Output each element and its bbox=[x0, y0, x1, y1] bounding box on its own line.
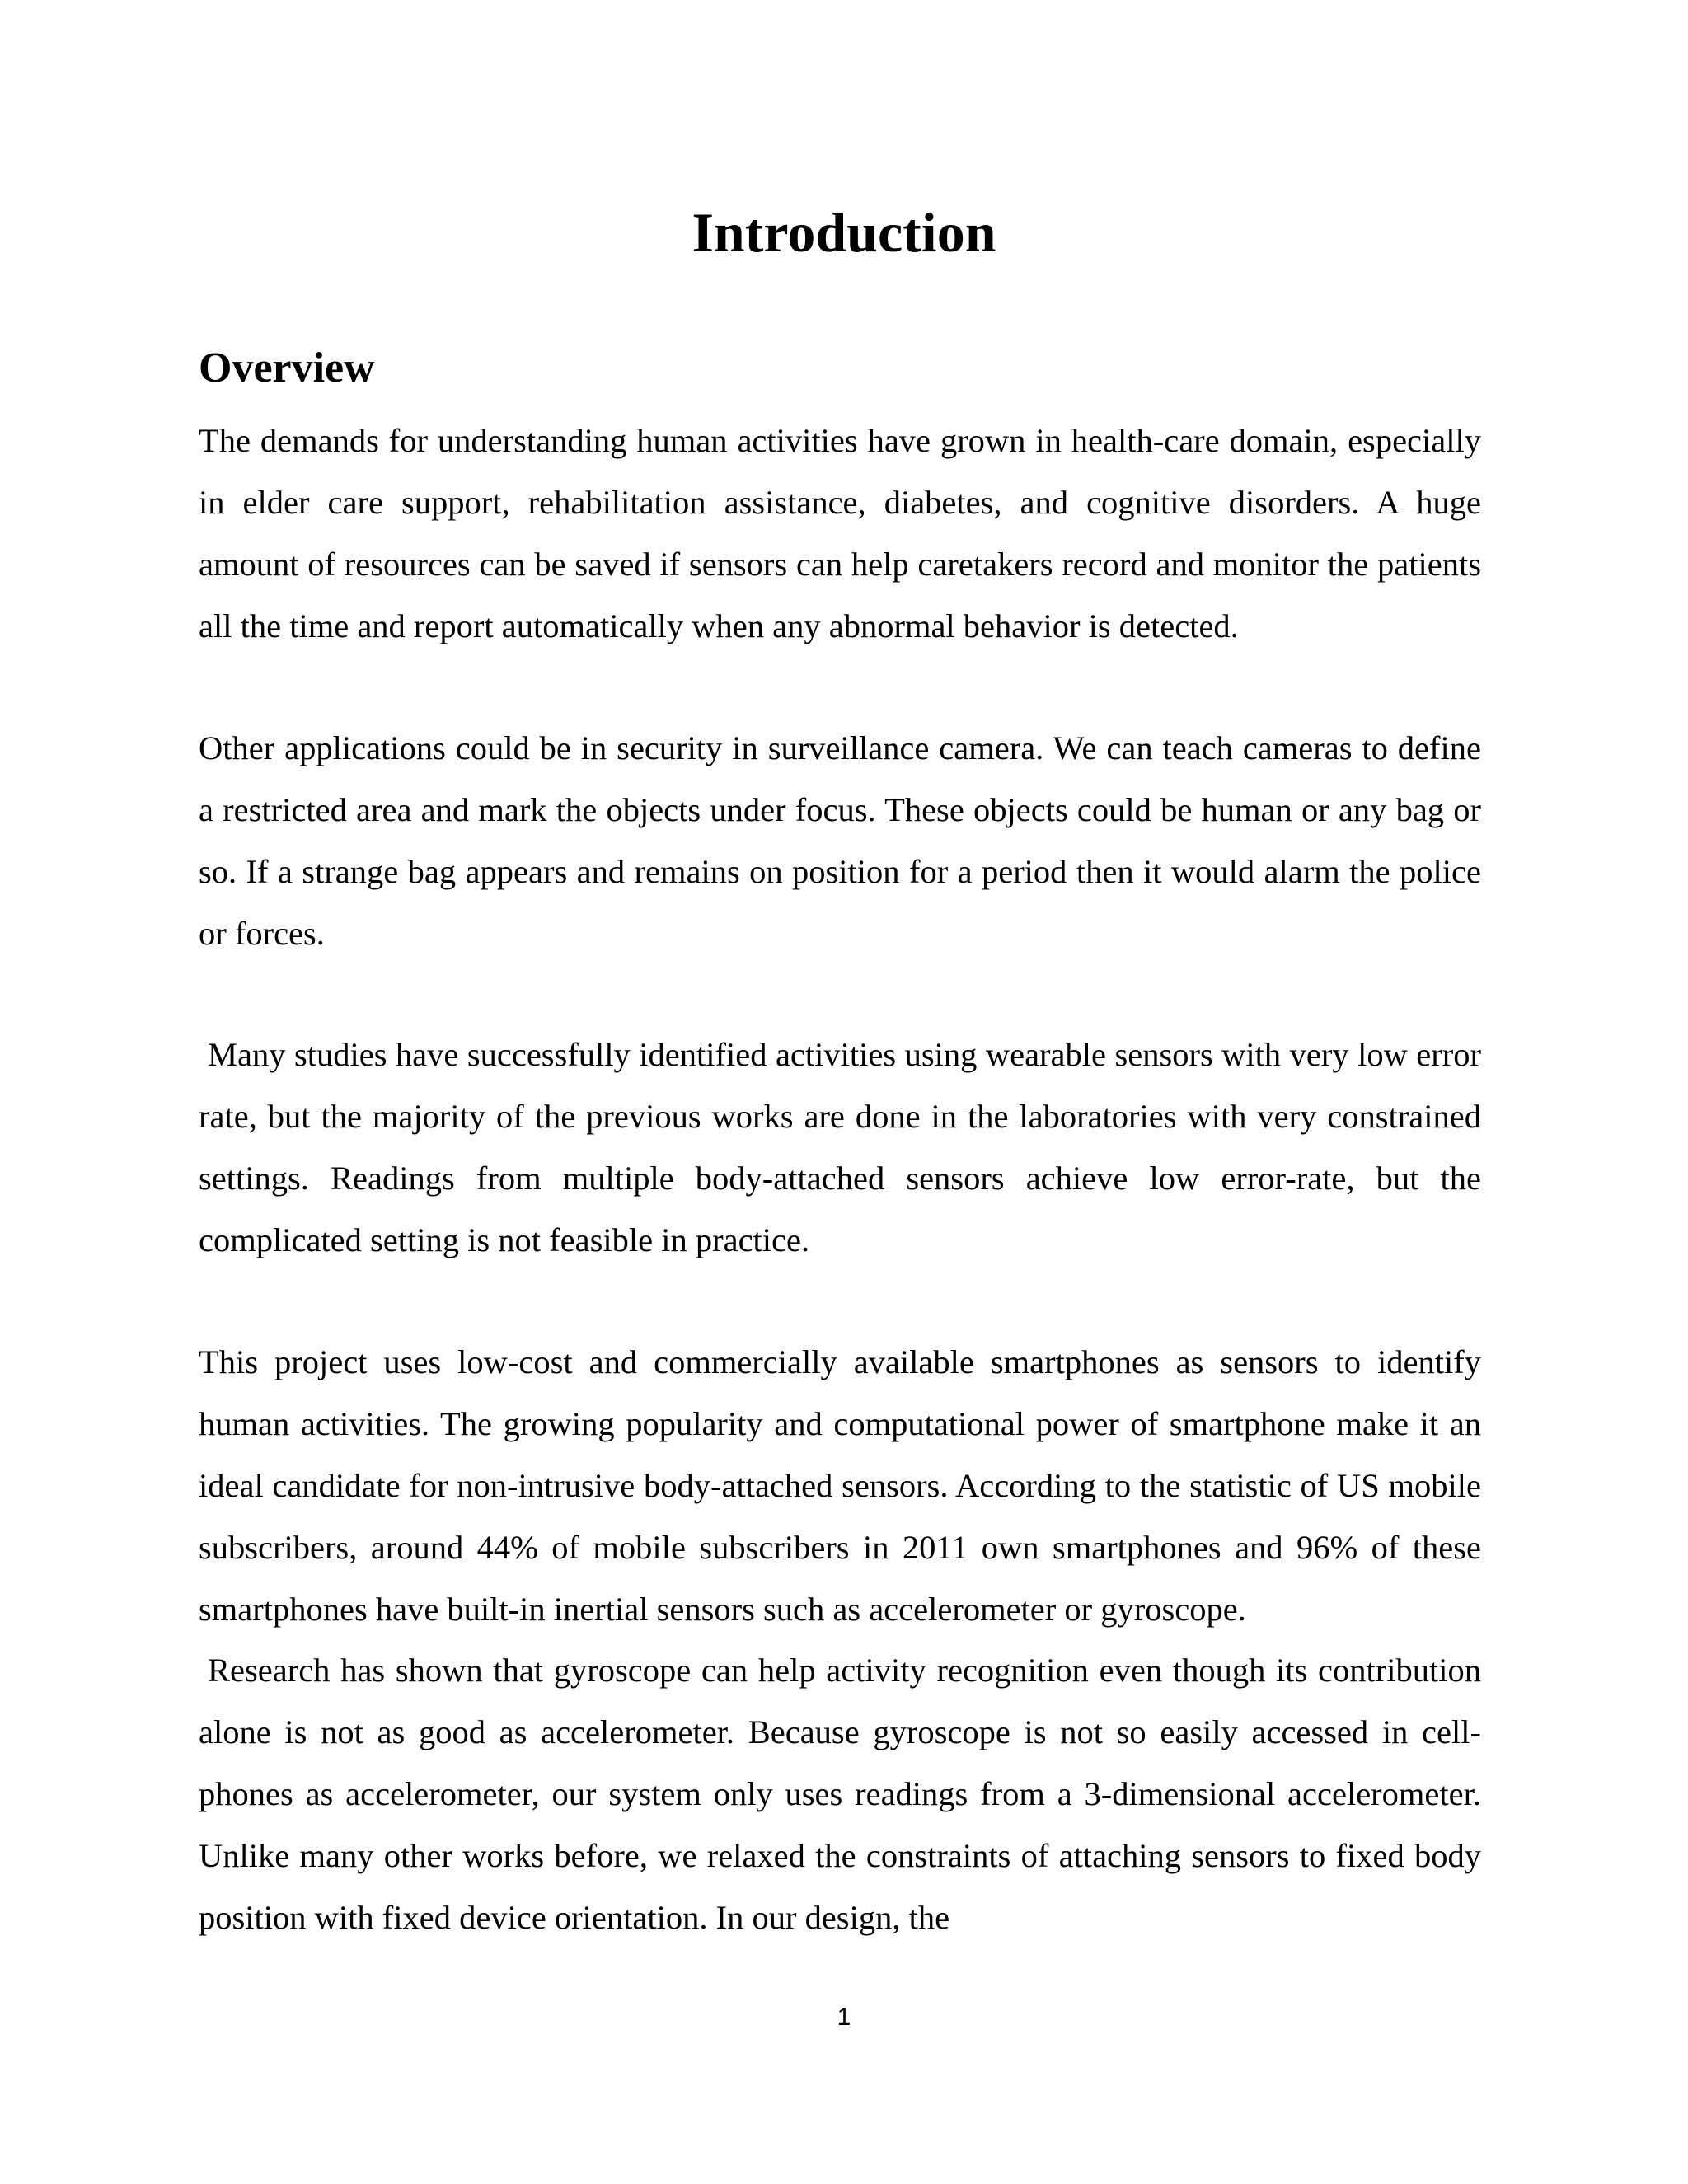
paragraph-smartphones: This project uses low-cost and commercially available smartphones as sensors to identify human activities. The growing popularity and computational power of smartphone make it an ideal candidate for non-intrusive body-attached sensors. According to the statistic of US mobile subscribers, around 44% of mobile subscribers in 2011 own smartphones and 96% of these smartphones have built-in inertial sensors such as accelerometer or gyroscope. bbox=[199, 1343, 1481, 1628]
paragraph-surveillance: Other applications could be in security in surveillance camera. We can teach cameras to define a restricted area and mark the objects under focus. These objects could be human or any bag or so. If a strange bag appears and remains on position for a period then it would alarm the police or forces. bbox=[199, 729, 1481, 952]
page-number: 1 bbox=[837, 2004, 851, 2031]
paragraph-healthcare: The demands for understanding human activities have grown in health-care domain, especially in elder care support, rehabilitation assistance, diabetes, and cognitive disorders. A huge amount of resources can be saved if sensors can help caretakers record and monitor the patients all the time and report automatically when any abnormal behavior is detected. bbox=[199, 422, 1481, 644]
paragraph-gyroscope: Research has shown that gyroscope can help activity recognition even though its contribution alone is not as good as accelerometer. Because gyroscope is not so easily accessed in cell-phones as accelerometer, our system only uses readings from a 3-dimensional accelerometer. Unlike many other works before, we relaxed the constraints of attaching sensors to fixed body position with fixed device orientation. In our design, the bbox=[199, 1652, 1481, 1936]
section-heading-overview: Overview bbox=[199, 344, 375, 391]
paragraph-wearable-sensors: Many studies have successfully identified activities using wearable sensors with very low error rate, but the majority of the previous works are done in the laboratories with very constrained settings. Readings from multiple body-attached sensors achieve low error-rate, but the complicated setting is not feasible in practice. bbox=[199, 1036, 1481, 1258]
chapter-title: Introduction bbox=[692, 201, 996, 264]
